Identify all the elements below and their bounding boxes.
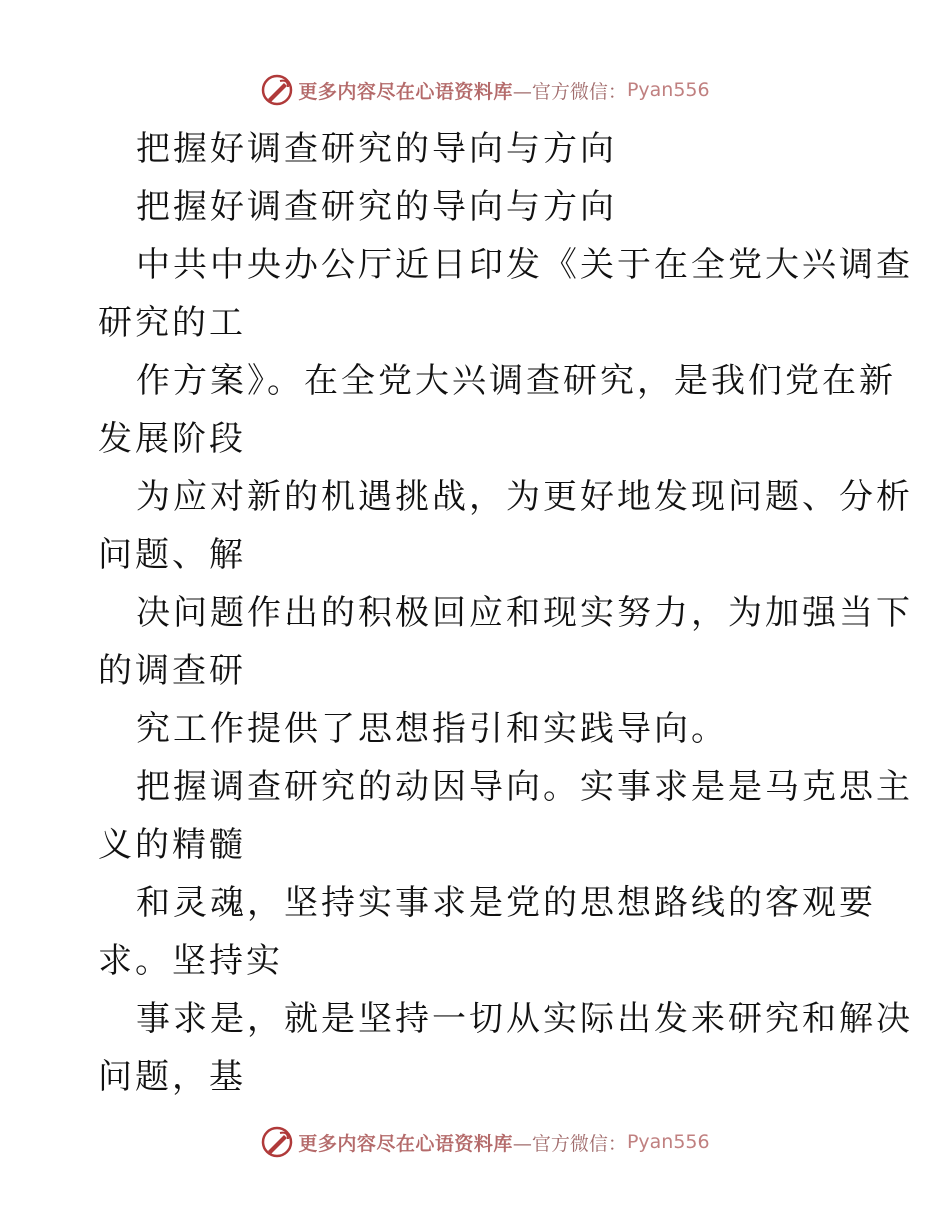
document-subtitle: 把握好调查研究的导向与方向 (136, 187, 617, 227)
pen-logo-icon (260, 1125, 294, 1159)
paragraph-line: 研究的工 (98, 303, 246, 343)
paragraph-line: 发展阶段 (98, 419, 246, 459)
paragraph-line: 中共中央办公厅近日印发《关于在全党大兴调查 (136, 245, 913, 285)
paragraph-line: 问题，基 (98, 1057, 246, 1097)
paragraph-line: 作方案》。在全党大兴调查研究，是我们党在新 (136, 361, 896, 401)
footer-suffix-text: —官方微信： (512, 1132, 627, 1155)
paragraph-line: 把握调查研究的动因导向。实事求是是马克思主 (136, 767, 913, 807)
header-wechat-id: Pyan556 (626, 79, 710, 101)
document-body (98, 120, 913, 1106)
paragraph-line: 究工作提供了思想指引和实践导向。 (136, 709, 728, 749)
pen-logo-icon (260, 73, 294, 107)
paragraph-line: 事求是，就是坚持一切从实际出发来研究和解决 (136, 999, 913, 1039)
paragraph-line: 问题、解 (98, 535, 246, 575)
document-title: 把握好调查研究的导向与方向 (136, 129, 617, 169)
footer-wechat-id: Pyan556 (626, 1131, 710, 1153)
footer-watermark-banner (0, 1122, 950, 1162)
paragraph-line: 义的精髓 (98, 825, 246, 865)
footer-brand-text: 更多内容尽在心语资料库 (298, 1132, 513, 1155)
header-suffix-text: —官方微信： (512, 80, 627, 103)
paragraph-line: 的调查研 (98, 651, 246, 691)
header-watermark-banner (0, 70, 950, 110)
paragraph-line: 求。坚持实 (98, 941, 283, 981)
header-brand-text: 更多内容尽在心语资料库 (298, 80, 513, 103)
paragraph-line: 和灵魂，坚持实事求是党的思想路线的客观要 (136, 883, 876, 923)
paragraph-line: 为应对新的机遇挑战，为更好地发现问题、分析 (136, 477, 913, 517)
paragraph-line: 决问题作出的积极回应和现实努力，为加强当下 (136, 593, 913, 633)
